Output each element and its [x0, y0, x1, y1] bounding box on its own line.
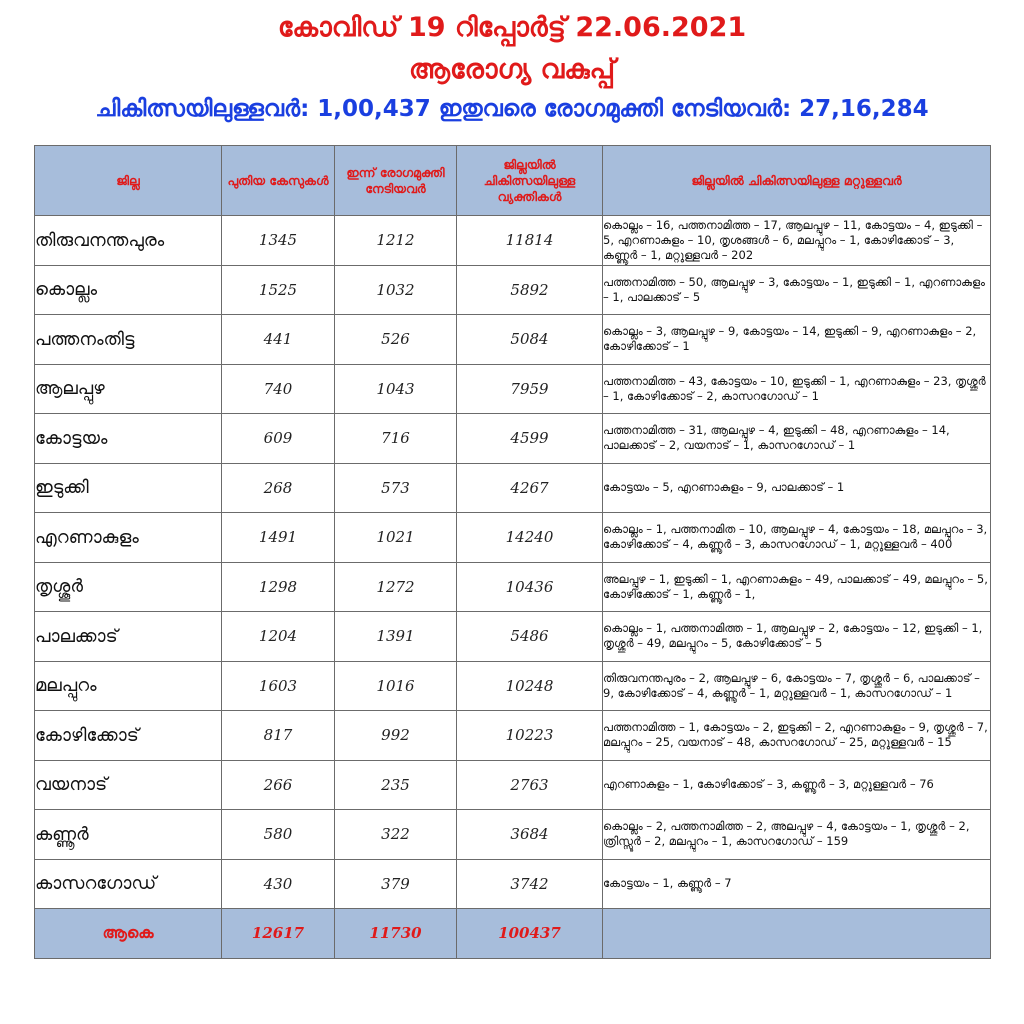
under-treatment-cell: 7959: [457, 364, 603, 414]
table-row: [35, 463, 991, 513]
header-recovered: ഇന്ന് രോഗമുക്തി നേടിയവർ: [335, 146, 457, 216]
total-label: ആകെ: [35, 909, 222, 959]
header-others: ജില്ലയിൽ ചികിത്സയിലുള്ള മറ്റുള്ളവർ: [603, 146, 991, 216]
under-treatment-cell: 5892: [457, 265, 603, 315]
others-cell: പത്തനാമിത്ത – 43, കോട്ടയം – 10, ഇടുക്കി – 1, എറണാകുളം – 23, തൃശ്ശൂർ – 1, കോഴിക്കോട് – 2, കാസറഗോഡ് – 1: [603, 364, 991, 414]
new-cases-cell: 609: [222, 414, 335, 464]
new-cases-cell: 1345: [222, 216, 335, 266]
under-treatment-cell: 5486: [457, 612, 603, 662]
recovered-cell: 1272: [335, 562, 457, 612]
under-treatment-cell: 3742: [457, 859, 603, 909]
table-row: [35, 265, 991, 315]
header-new-cases: പുതിയ കേസുകൾ: [222, 146, 335, 216]
table-row: [35, 216, 991, 266]
under-treatment-cell: 2763: [457, 760, 603, 810]
table-row: [35, 661, 991, 711]
recovered-cell: 573: [335, 463, 457, 513]
district-cell: പാലക്കാട്: [35, 612, 222, 662]
recovered-cell: 1043: [335, 364, 457, 414]
new-cases-cell: 1298: [222, 562, 335, 612]
district-cell: കോട്ടയം: [35, 414, 222, 464]
district-cell: കോഴിക്കോട്: [35, 711, 222, 761]
report-title: കോവിഡ് 19 റിപ്പോർട്ട് 22.06.2021: [277, 12, 747, 43]
new-cases-cell: 740: [222, 364, 335, 414]
district-cell: മലപ്പുറം: [35, 661, 222, 711]
header-district: ജില്ല: [35, 146, 222, 216]
new-cases-cell: 441: [222, 315, 335, 365]
others-cell: കൊല്ലം – 16, പത്തനാമിത്ത – 17, ആലപ്പുഴ – 11, കോട്ടയം – 4, ഇടുക്കി – 5, എറണാകുളം – 10, തൃശങ്ങൾ – 6, മലപ്പുറം – 1, കോഴിക്കോട് – 3, കണ്ണൂർ – 1, മറ്റുള്ളവർ – 202: [603, 216, 991, 266]
recovered-cell: 1016: [335, 661, 457, 711]
recovered-cell: 1021: [335, 513, 457, 563]
under-treatment-cell: 3684: [457, 810, 603, 860]
table-row: [35, 760, 991, 810]
recovered-cell: 526: [335, 315, 457, 365]
table-header-row: [35, 146, 991, 216]
under-treatment-cell: 4599: [457, 414, 603, 464]
district-cell: ആലപ്പുഴ: [35, 364, 222, 414]
recovered-cell: 379: [335, 859, 457, 909]
total-under-treatment: 100437: [457, 909, 603, 959]
district-cell: വയനാട്: [35, 760, 222, 810]
recovered-cell: 235: [335, 760, 457, 810]
others-cell: എറണാകുളം – 1, കോഴിക്കോട് – 3, കണ്ണൂർ – 3, മറ്റുള്ളവർ – 76: [603, 760, 991, 810]
table-row: [35, 859, 991, 909]
district-cell: കാസറഗോഡ്: [35, 859, 222, 909]
recovered-cell: 992: [335, 711, 457, 761]
department-title: ആരോഗ്യ വകുപ്പ്: [408, 54, 616, 85]
district-cell: തൃശ്ശൂർ: [35, 562, 222, 612]
recovered-cell: 1391: [335, 612, 457, 662]
total-row: [35, 909, 991, 959]
total-new-cases: 12617: [222, 909, 335, 959]
district-cell: കൊല്ലം: [35, 265, 222, 315]
new-cases-cell: 1525: [222, 265, 335, 315]
table-row: [35, 711, 991, 761]
under-treatment-cell: 10436: [457, 562, 603, 612]
others-cell: തിരുവനന്തപുരം – 2, ആലപ്പുഴ – 6, കോട്ടയം – 7, തൃശ്ശൂർ – 6, പാലക്കാട് – 9, കോഴിക്കോട് – 4, കണ്ണൂർ – 1, മറ്റുള്ളവർ – 1, കാസറഗോഡ് – 1: [603, 661, 991, 711]
total-recovered: 11730: [335, 909, 457, 959]
covid-report-table: [34, 145, 991, 959]
new-cases-cell: 266: [222, 760, 335, 810]
under-treatment-cell: 5084: [457, 315, 603, 365]
new-cases-cell: 1491: [222, 513, 335, 563]
others-cell: പത്തനാമിത്ത – 50, ആലപ്പുഴ – 3, കോട്ടയം – 1, ഇടുക്കി – 1, എറണാകുളം – 1, പാലക്കാട് – 5: [603, 265, 991, 315]
under-treatment-cell: 14240: [457, 513, 603, 563]
others-cell: കൊല്ലം – 1, പത്തനാമിത – 10, ആലപ്പുഴ – 4, കോട്ടയം – 18, മലപ്പുറം – 3, കോഴിക്കോട് – 4, കണ്ണൂർ – 3, കാസറഗോഡ് – 1, മറ്റുള്ളവർ – 400: [603, 513, 991, 563]
table-row: [35, 612, 991, 662]
recovered-cell: 322: [335, 810, 457, 860]
table-row: [35, 810, 991, 860]
district-cell: പത്തനംതിട്ട: [35, 315, 222, 365]
recovered-cell: 1032: [335, 265, 457, 315]
table-row: [35, 414, 991, 464]
district-cell: തിരുവനന്തപുരം: [35, 216, 222, 266]
table-row: [35, 364, 991, 414]
others-cell: കൊല്ലം – 3, ആലപ്പുഴ – 9, കോട്ടയം – 14, ഇടുക്കി – 9, എറണാകുളം – 2, കോഴിക്കോട് – 1: [603, 315, 991, 365]
summary-line: ചികിത്സയിലുള്ളവർ: 1,00,437 ഇതുവരെ രോഗമുക്തി നേടിയവർ: 27,16,284: [95, 96, 929, 122]
recovered-cell: 1212: [335, 216, 457, 266]
others-cell: അലപ്പുഴ – 1, ഇടുക്കി – 1, എറണാകുളം – 49, പാലക്കാട് – 49, മലപ്പുറം – 5, കോഴിക്കോട് – 1, കണ്ണൂർ – 1,: [603, 562, 991, 612]
others-cell: കോട്ടയം – 1, കണ്ണൂർ – 7: [603, 859, 991, 909]
others-cell: പത്തനാമിത്ത – 31, ആലപ്പുഴ – 4, ഇടുക്കി – 48, എറണാകുളം – 14, പാലക്കാട് – 2, വയനാട് – 1, കാസറഗോഡ് – 1: [603, 414, 991, 464]
total-others-empty: [603, 909, 991, 959]
new-cases-cell: 580: [222, 810, 335, 860]
under-treatment-cell: 10248: [457, 661, 603, 711]
district-cell: എറണാകുളം: [35, 513, 222, 563]
others-cell: കൊല്ലം – 2, പത്തനാമിത്ത – 2, അലപ്പുഴ – 4, കോട്ടയം – 1, തൃശ്ശൂർ – 2, ത്രിസ്സൂർ – 2, മലപ്പുറം – 1, കാസറഗോഡ് – 159: [603, 810, 991, 860]
recovered-cell: 716: [335, 414, 457, 464]
district-cell: കണ്ണൂർ: [35, 810, 222, 860]
under-treatment-cell: 4267: [457, 463, 603, 513]
header-under-treatment: ജില്ലയിൽ ചികിത്സയിലുള്ള വ്യക്തികൾ: [457, 146, 603, 216]
others-cell: പത്തനാമിത്ത – 1, കോട്ടയം – 2, ഇടുക്കി – 2, എറണാകുളം – 9, തൃശ്ശൂർ – 7, മലപ്പുറം – 25, വയനാട് – 48, കാസറഗോഡ് – 25, മറ്റുള്ളവർ – 15: [603, 711, 991, 761]
new-cases-cell: 817: [222, 711, 335, 761]
new-cases-cell: 1603: [222, 661, 335, 711]
others-cell: കൊല്ലം – 1, പത്തനാമിത്ത – 1, ആലപ്പുഴ – 2, കോട്ടയം – 12, ഇടുക്കി – 1, തൃശ്ശൂർ – 49, മലപ്പുറം – 5, കോഴിക്കോട് – 5: [603, 612, 991, 662]
new-cases-cell: 1204: [222, 612, 335, 662]
others-cell: കോട്ടയം – 5, എറണാകുളം – 9, പാലക്കാട് – 1: [603, 463, 991, 513]
table-row: [35, 562, 991, 612]
district-cell: ഇടുക്കി: [35, 463, 222, 513]
table-row: [35, 315, 991, 365]
new-cases-cell: 430: [222, 859, 335, 909]
under-treatment-cell: 11814: [457, 216, 603, 266]
table-row: [35, 513, 991, 563]
under-treatment-cell: 10223: [457, 711, 603, 761]
new-cases-cell: 268: [222, 463, 335, 513]
